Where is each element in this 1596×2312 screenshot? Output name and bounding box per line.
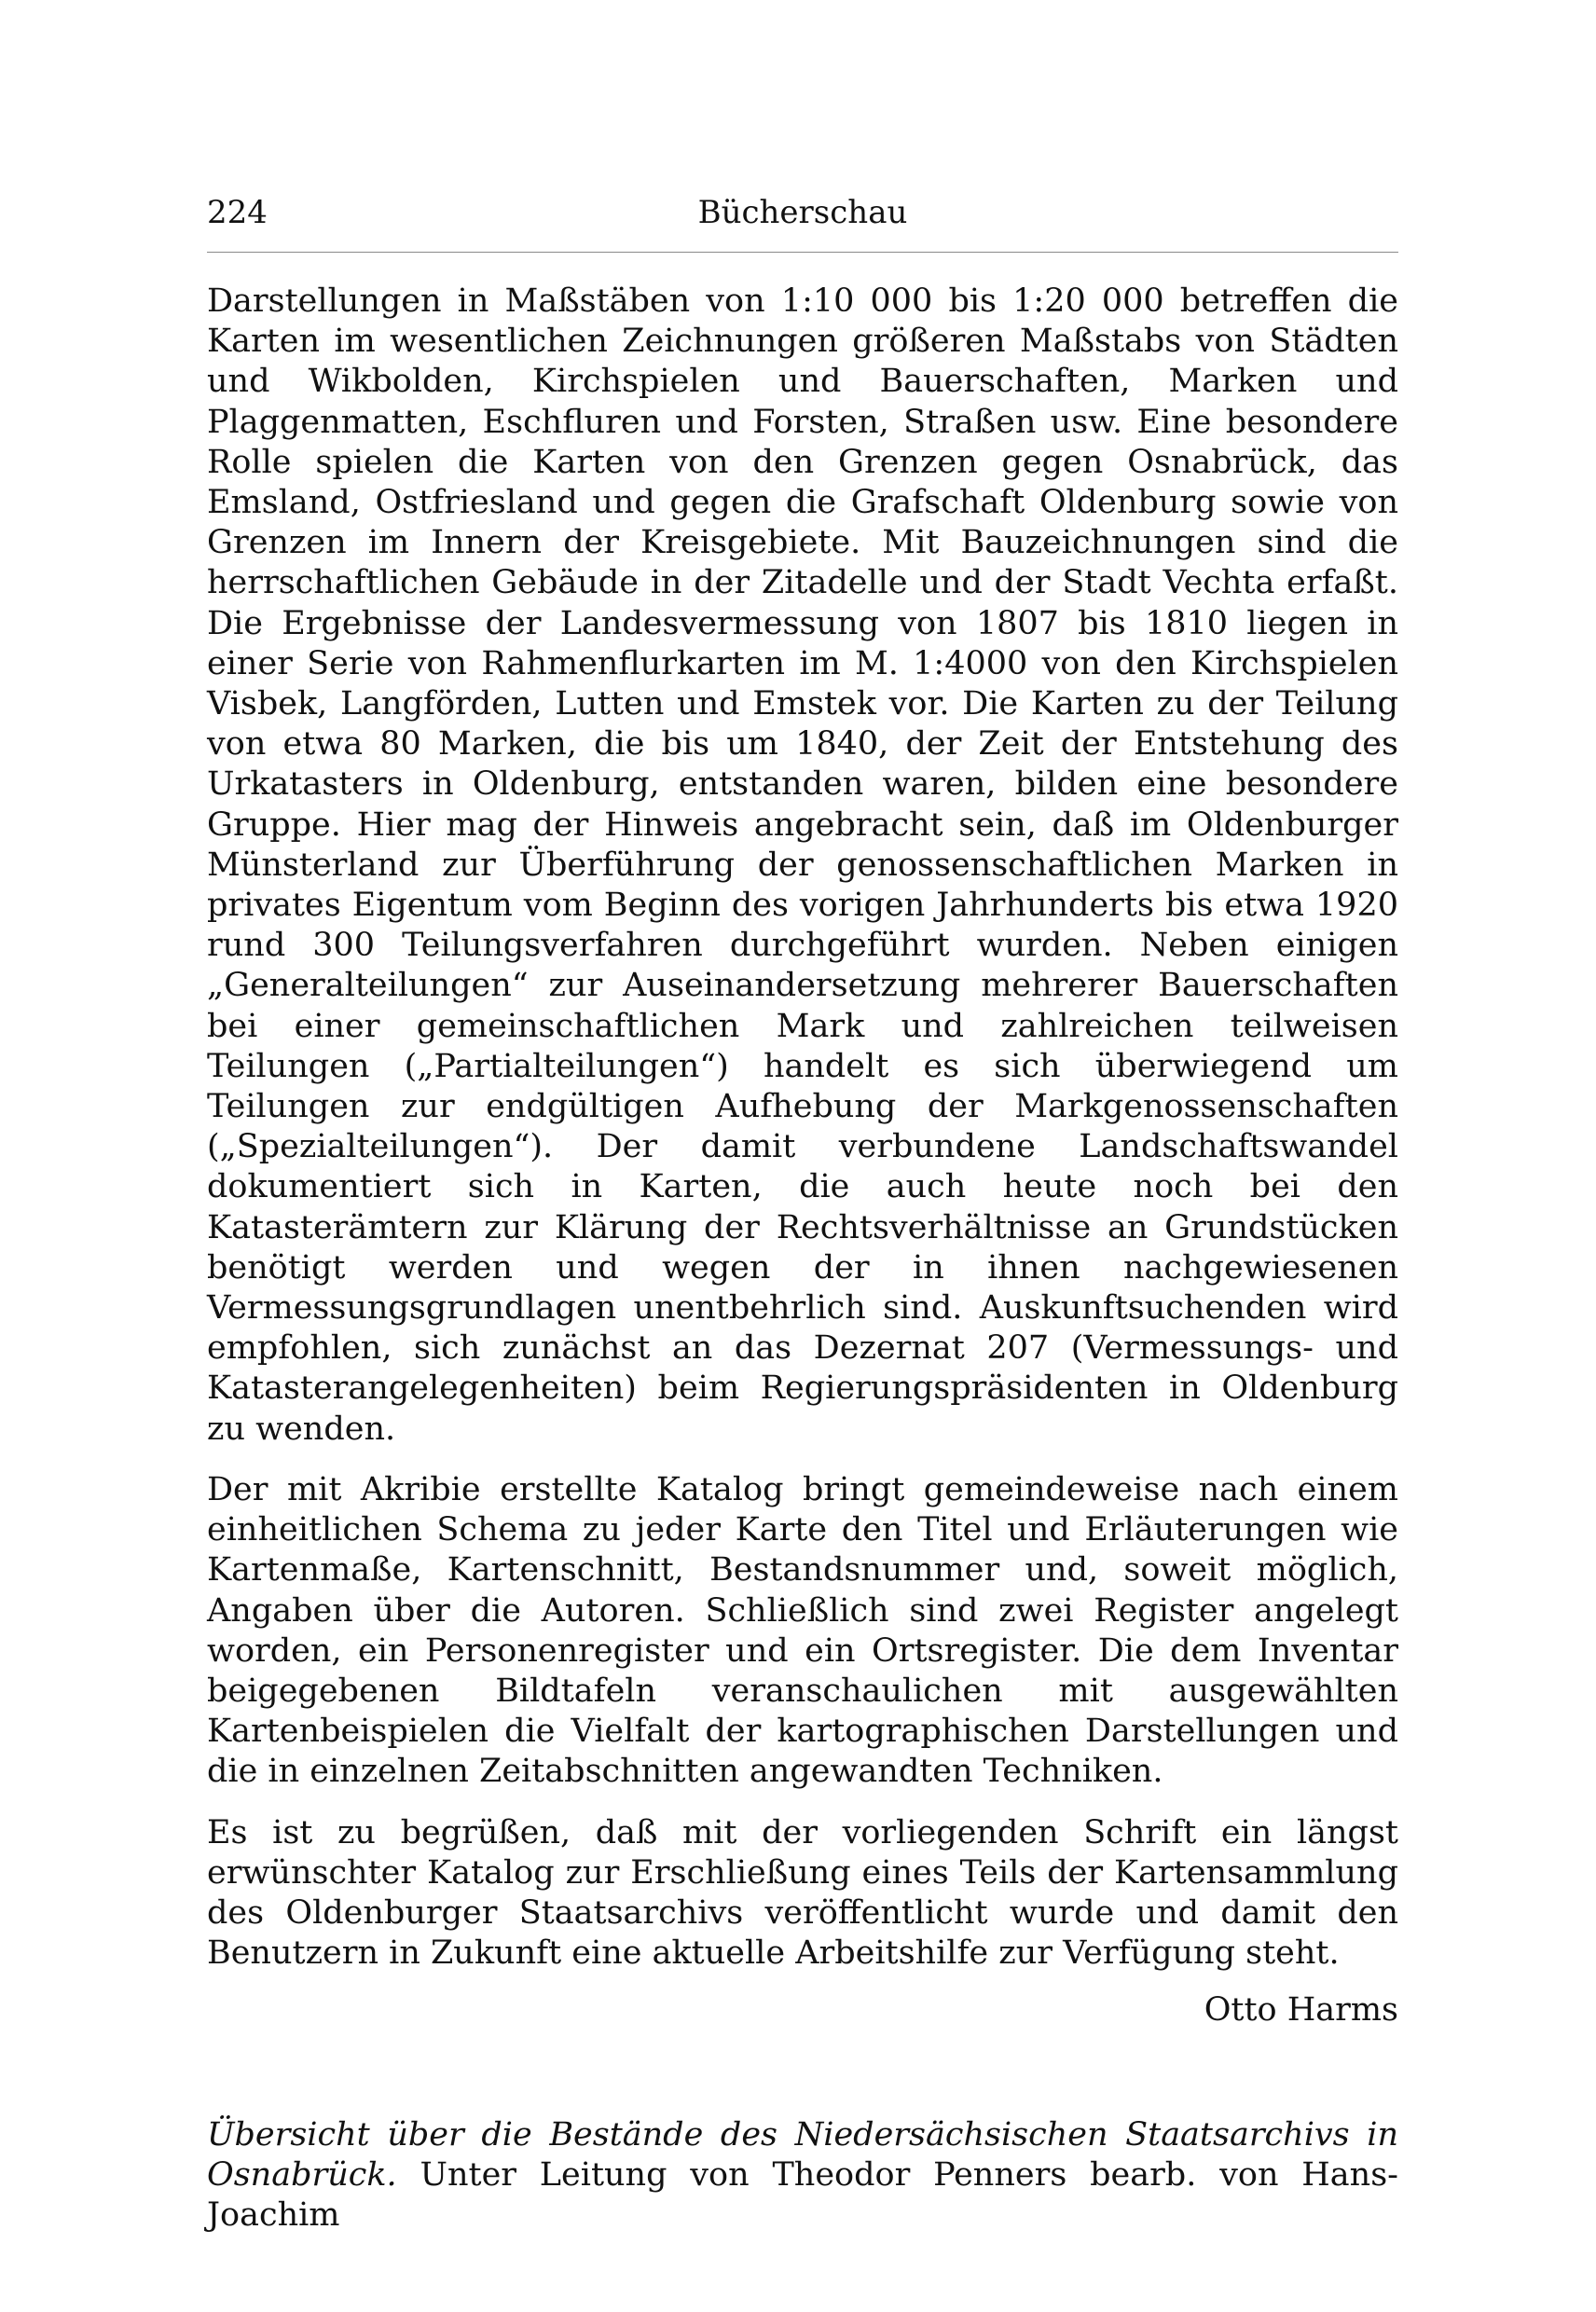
next-review-heading — [207, 2115, 1398, 2236]
reviewer-signature: Otto Harms — [1204, 1991, 1398, 2030]
paragraph-1: Darstellungen in Maßstäben von 1:10 000 bis 1:20 000 betreffen die Karten im wesentlichen Zeichnungen größeren Maßstabs von Städten und Wikbolden, Kirchspielen und Bauerschaften, Marken und Plaggenmatten, Eschfluren und Forsten, Straßen usw. Eine besondere Rolle spielen die Karten von den Grenzen gegen Osnabrück, das Emsland, Ostfriesland und gegen die Grafschaft Oldenburg sowie von Grenzen im Innern der Kreisgebiete. Mit Bauzeichnungen sind die herrschaftlichen Gebäude in der Zitadelle und der Stadt Vechta erfaßt. Die Ergebnisse der Landesvermessung von 1807 bis 1810 liegen in einer Serie von Rahmenflurkarten im M. 1:4000 von den Kirchspielen Visbek, Langförden, Lutten und Emstek vor. Die Karten zu der Teilung von etwa 80 Marken, die bis um 1840, der Zeit der Entstehung des Urkatasters in Oldenburg, entstanden waren, bilden eine besondere Gruppe. Hier mag der Hinweis angebracht sein, daß im Oldenburger Münsterland zur Überführung der genossenschaftlichen Marken in privates Eigentum vom Beginn des vorigen Jahrhunderts bis etwa 1920 rund 300 Teilungsverfahren durchgeführt wurden. Neben einigen „Generalteilungen“ zur Auseinandersetzung mehrerer Bauerschaften bei einer gemeinschaftlichen Mark und zahlreichen teilweisen Teilungen („Partialteilungen“) handelt es sich überwiegend um Teilungen zur endgültigen Aufhebung der Markgenossenschaften („Spezialteilungen“). Der damit verbundene Landschaftswandel dokumentiert sich in Karten, die auch heute noch bei den Katasterämtern zur Klärung der Rechtsverhältnisse an Grundstücken benötigt werden und wegen der in ihnen nachgewiesenen Vermessungsgrundlagen unentbehrlich sind. Auskunftsuchenden wird empfohlen, sich zunächst an das Dezernat 207 (Vermessungs- und Katasterangelegenheiten) beim Regierungspräsidenten in Oldenburg zu wenden. — [207, 282, 1398, 1448]
running-head — [207, 186, 1398, 239]
book-title: Übersicht über die Bestände des Niedersächsischen Staatsarchivs in Osnabrück. — [207, 2115, 1398, 2194]
page-number: 224 — [207, 194, 268, 231]
paragraph-2: Der mit Akribie erstellte Katalog bringt gemeindeweise nach einem einheitlichen Schema zu jeder Karte den Titel und Erläuterungen wie Kartenmaße, Kartenschnitt, Bestandsnummer und, soweit möglich, Angaben über die Autoren. Schließlich sind zwei Register angelegt worden, ein Personenregister und ein Ortsregister. Die dem Inventar beigegebenen Bildtafeln veranschaulichen mit ausgewählten Kartenbeispielen die Vielfalt der kartographischen Darstellungen und die in einzelnen Zeitabschnitten angewandten Techniken. — [207, 1470, 1398, 1791]
body-text — [207, 282, 1398, 2236]
header-rule — [207, 252, 1398, 253]
running-title: Bücherschau — [697, 194, 908, 231]
book-details: Unter Leitung von Theodor Penners bearb. von Hans-Joachim — [207, 2155, 1398, 2234]
paragraph-3: Es ist zu begrüßen, daß mit der vorliegenden Schrift ein längst erwünschter Katalog zur Erschließung eines Teils der Kartensammlung des Oldenburger Staatsarchivs veröffentlicht wurde und damit den Benutzern in Zukunft eine aktuelle Arbeitshilfe zur Verfügung steht. — [207, 1813, 1398, 1973]
